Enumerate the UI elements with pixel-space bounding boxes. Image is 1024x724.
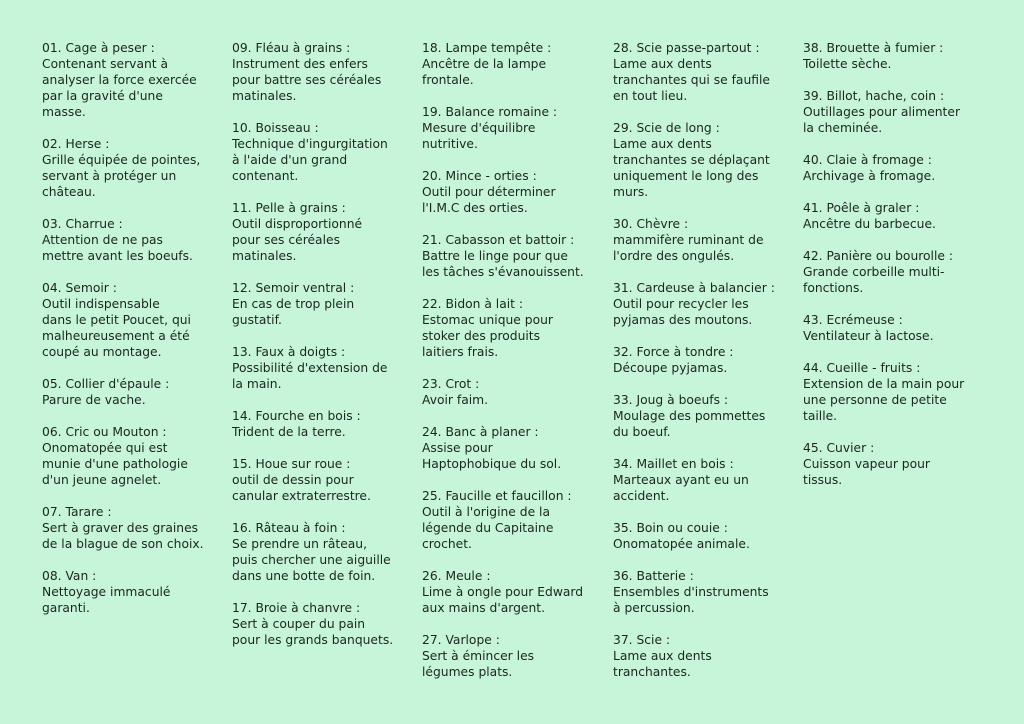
entry (232, 120, 418, 184)
entry-title: 19. Balance romaine : (422, 105, 558, 119)
entry (613, 568, 799, 616)
entry-description: Sert à graver des graines de la blague de son choix. (42, 521, 204, 551)
entry-description: Archivage à fromage. (803, 169, 936, 183)
entry-description: Technique d'ingurgitation à l'aide d'un grand contenant. (232, 137, 388, 183)
entry-title: 41. Poêle à graler : (803, 201, 920, 215)
entry-title: 28. Scie passe-partout : (613, 41, 760, 55)
entry-description: mammifère ruminant de l'ordre des ongulés. (613, 233, 764, 263)
entry (803, 88, 989, 136)
entry (422, 104, 608, 152)
entry-title: 09. Fléau à grains : (232, 41, 351, 55)
entry-description: Sert à émincer les légumes plats. (422, 649, 535, 679)
entry-description: Onomatopée qui est munie d'une pathologie d'un jeune agnelet. (42, 441, 188, 487)
entry-description: Ensembles d'instruments à percussion. (613, 585, 769, 615)
entry-title: 10. Boisseau : (232, 121, 319, 135)
entry-description: Battre le linge pour que les tâches s'évanouissent. (422, 249, 584, 279)
entry-title: 13. Faux à doigts : (232, 345, 346, 359)
entry-title: 04. Semoir : (42, 281, 117, 295)
entry (613, 520, 799, 552)
entry (422, 40, 608, 88)
entry (422, 568, 608, 616)
entry (422, 232, 608, 280)
entry-description: Outil pour déterminer l'I.M.C des orties. (422, 185, 556, 215)
entry-title: 08. Van : (42, 569, 97, 583)
entry-description: Estomac unique pour stoker des produits laitiers frais. (422, 313, 553, 359)
entry (232, 200, 418, 264)
entry-title: 12. Semoir ventral : (232, 281, 355, 295)
entry-title: 35. Boin ou couie : (613, 521, 728, 535)
entry-description: Trident de la terre. (232, 425, 346, 439)
entry-description: Outil disproportionné pour ses céréales matinales. (232, 217, 363, 263)
entry (232, 600, 418, 648)
entry (232, 40, 418, 104)
entry-title: 34. Maillet en bois : (613, 457, 734, 471)
entry-title: 06. Cric ou Mouton : (42, 425, 167, 439)
entry-description: Mesure d'équilibre nutritive. (422, 121, 536, 151)
entry (613, 344, 799, 376)
entry-description: Découpe pyjamas. (613, 361, 728, 375)
entry (422, 376, 608, 408)
entry-title: 38. Brouette à fumier : (803, 41, 944, 55)
entry-title: 31. Cardeuse à balancier : (613, 281, 775, 295)
entry (803, 40, 989, 72)
entry-description: Extension de la main pour une personne de petite taille. (803, 377, 965, 423)
entry-description: Sert à couper du pain pour les grands banquets. (232, 617, 394, 647)
entry-description: Avoir faim. (422, 393, 489, 407)
entry-title: 37. Scie : (613, 633, 671, 647)
entry (42, 40, 228, 120)
entry-title: 45. Cuvier : (803, 441, 875, 455)
entry-description: Ancêtre de la lampe frontale. (422, 57, 547, 87)
entry-title: 23. Crot : (422, 377, 480, 391)
entry-title: 11. Pelle à grains : (232, 201, 346, 215)
entry-description: Outil pour recycler les pyjamas des moutons. (613, 297, 753, 327)
entry (803, 440, 989, 488)
entry-description: Se prendre un râteau, puis chercher une aiguille dans une botte de foin. (232, 537, 391, 583)
column-5 (803, 40, 989, 504)
entry (803, 248, 989, 296)
column-4 (613, 40, 799, 696)
entry-title: 30. Chèvre : (613, 217, 689, 231)
entry (803, 200, 989, 232)
entry-title: 43. Ecrémeuse : (803, 313, 903, 327)
entry-title: 25. Faucille et faucillon : (422, 489, 572, 503)
entry-description: Marteaux ayant eu un accident. (613, 473, 749, 503)
entry-description: Lame aux dents tranchantes. (613, 649, 712, 679)
entry-description: En cas de trop plein gustatif. (232, 297, 355, 327)
entry (422, 296, 608, 360)
entry (42, 424, 228, 488)
entry-title: 26. Meule : (422, 569, 491, 583)
entry-description: Lime à ongle pour Edward aux mains d'argent. (422, 585, 584, 615)
entry-description: Instrument des enfers pour battre ses céréales matinales. (232, 57, 382, 103)
entry-title: 15. Houe sur roue : (232, 457, 351, 471)
entry (42, 568, 228, 616)
entry-description: Nettoyage immaculé garanti. (42, 585, 171, 615)
entry-description: Contenant servant à analyser la force exercée par la gravité d'une masse. (42, 57, 197, 119)
entry-title: 44. Cueille - fruits : (803, 361, 921, 375)
column-2 (232, 40, 418, 664)
entry-description: outil de dessin pour canular extraterrestre. (232, 473, 371, 503)
entry-title: 16. Râteau à foin : (232, 521, 346, 535)
entry (42, 280, 228, 360)
entry-description: Grille équipée de pointes, servant à protéger un château. (42, 153, 201, 199)
entry (422, 632, 608, 680)
entry (613, 632, 799, 680)
entry-title: 02. Herse : (42, 137, 110, 151)
entry-title: 01. Cage à peser : (42, 41, 155, 55)
entry-title: 22. Bidon à lait : (422, 297, 524, 311)
entry (613, 120, 799, 200)
entry-title: 17. Broie à chanvre : (232, 601, 361, 615)
entry (613, 216, 799, 264)
entry (422, 424, 608, 472)
entry-description: Onomatopée animale. (613, 537, 750, 551)
entry-description: Outillages pour alimenter la cheminée. (803, 105, 961, 135)
entry (42, 504, 228, 552)
entry (803, 360, 989, 424)
entry-description: Moulage des pommettes du boeuf. (613, 409, 766, 439)
entry-description: Ventilateur à lactose. (803, 329, 934, 343)
column-1 (42, 40, 228, 632)
entry-title: 39. Billot, hache, coin : (803, 89, 945, 103)
entry-title: 21. Cabasson et battoir : (422, 233, 575, 247)
entry-description: Outil à l'origine de la légende du Capitaine crochet. (422, 505, 554, 551)
entry (232, 280, 418, 328)
entry-title: 42. Panière ou bourolle : (803, 249, 954, 263)
entry-title: 36. Batterie : (613, 569, 694, 583)
entry-description: Cuisson vapeur pour tissus. (803, 457, 930, 487)
entry-title: 24. Banc à planer : (422, 425, 539, 439)
entry (232, 520, 418, 584)
entry (42, 136, 228, 200)
entry (232, 408, 418, 440)
entry-title: 32. Force à tondre : (613, 345, 734, 359)
entry-title: 03. Charrue : (42, 217, 123, 231)
entry-description: Lame aux dents tranchantes se déplaçant uniquement le long des murs. (613, 137, 770, 199)
entry (232, 344, 418, 392)
entry (232, 456, 418, 504)
entry (422, 488, 608, 552)
entry-description: Assise pour Haptophobique du sol. (422, 441, 562, 471)
entry-title: 07. Tarare : (42, 505, 112, 519)
entry-title: 05. Collier d'épaule : (42, 377, 170, 391)
entry-title: 27. Varlope : (422, 633, 500, 647)
entry-description: Possibilité d'extension de la main. (232, 361, 388, 391)
entry (613, 456, 799, 504)
entry (42, 376, 228, 408)
entry-description: Toilette sèche. (803, 57, 892, 71)
entry-description: Lame aux dents tranchantes qui se faufile en tout lieu. (613, 57, 770, 103)
entry-description: Outil indispensable dans le petit Poucet, qui malheureusement a été coupé au montage. (42, 297, 191, 359)
entry-title: 40. Claie à fromage : (803, 153, 932, 167)
entry-description: Grande corbeille multi- fonctions. (803, 265, 945, 295)
entry (613, 392, 799, 440)
entry (422, 168, 608, 216)
entry-title: 33. Joug à boeufs : (613, 393, 729, 407)
entry-title: 29. Scie de long : (613, 121, 720, 135)
entry-description: Ancêtre du barbecue. (803, 217, 936, 231)
entry (42, 216, 228, 264)
entry (613, 40, 799, 104)
entry-title: 20. Mince - orties : (422, 169, 537, 183)
entry (803, 312, 989, 344)
column-3 (422, 40, 608, 696)
entry-title: 14. Fourche en bois : (232, 409, 361, 423)
entry-description: Parure de vache. (42, 393, 146, 407)
entry-title: 18. Lampe tempête : (422, 41, 552, 55)
entry (803, 152, 989, 184)
entry (613, 280, 799, 328)
entry-description: Attention de ne pas mettre avant les boeufs. (42, 233, 193, 263)
